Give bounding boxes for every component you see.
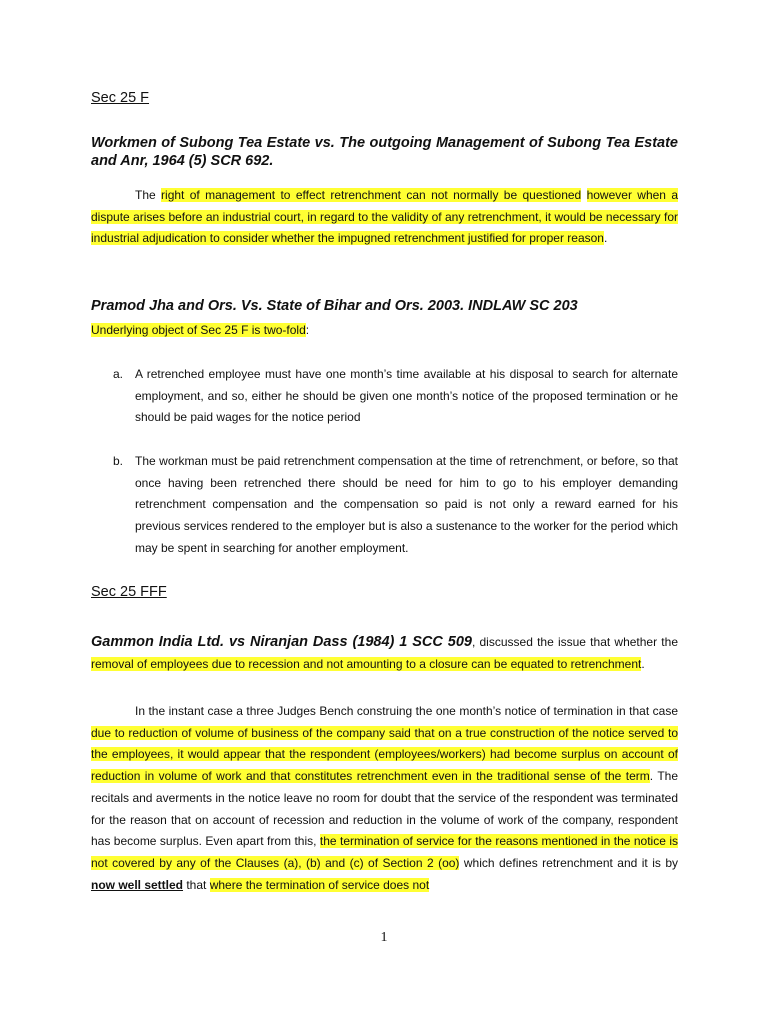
list-item-b bbox=[91, 451, 678, 560]
text-run: In the instant case a three Judges Bench construing the one month’s notice of termination in that case bbox=[135, 704, 678, 718]
bold-underlined-text: now well settled bbox=[91, 877, 184, 892]
list-item-a bbox=[91, 364, 678, 429]
text-run: , discussed the issue that whether the bbox=[471, 635, 678, 649]
highlighted-text: right of management to effect retrenchment can not normally be questioned bbox=[161, 188, 582, 202]
text-run: The bbox=[135, 188, 162, 202]
text-run bbox=[581, 188, 586, 202]
text-run: . bbox=[641, 656, 645, 671]
text-run: which defines retrenchment and it is by bbox=[459, 855, 679, 870]
list-item-text: A retrenched employee must have one month’s time available at his disposal to search for alternate employment, and so, either he should be given one month’s notice of the proposed termination or he should be paid wages for the notice period bbox=[135, 367, 678, 425]
case-title-gammon-india: Gammon India Ltd. vs Niranjan Dass (1984) 1 SCC 509 bbox=[91, 634, 472, 650]
highlighted-text: the termination of service for the reasons mentioned in the notice is not covered by any of the Clauses (a), (b) and (c) of Section 2 (oo) bbox=[91, 834, 679, 870]
text-run: . The recitals and averments in the notice leave no room for doubt that the service of the respondent was terminated for the reason that on account of recession and reduction in the volume of work of the company, respondent has become surplus. Even apart from this, bbox=[91, 769, 678, 849]
highlighted-text: due to reduction of volume of business of the company said that on a true construction of the notice served to the employees, it would appear that the respondent (employees/workers) had become surplus on account of reduction in volume of work and that constitutes retrenchment even in the traditional sense of the term bbox=[91, 725, 678, 784]
text-run: that bbox=[183, 877, 210, 892]
list-item-text: The workman must be paid retrenchment compensation at the time of retrenchment, or before, so that once having been retrenched there should be need for him to go to his employer demanding retrenchment compensation and the compensation so paid is not only a reward earned for his previous services rendered to the employer but is also a sustenance to the worker for the period which may be spent in searching for another employment. bbox=[135, 454, 678, 555]
paragraph-two-fold-object bbox=[91, 320, 678, 342]
text-run: . bbox=[603, 231, 608, 246]
highlighted-text: however when a dispute arises before an industrial court, in regard to the validity of any retrenchment, it would be necessary for industrial adjudication to consider whether the impugned retrenchment justified for proper reason bbox=[91, 188, 678, 246]
list-marker: b. bbox=[113, 454, 124, 468]
section-heading-sec-25-fff: Sec 25 FFF bbox=[91, 584, 167, 600]
list-marker: a. bbox=[113, 367, 124, 381]
text-run: : bbox=[305, 323, 310, 337]
paragraph-gammon-intro bbox=[91, 632, 678, 675]
paragraph-gammon-holding bbox=[91, 701, 678, 896]
section-heading-sec-25-f: Sec 25 F bbox=[91, 90, 150, 106]
case-title-subong-tea-estate: Workmen of Subong Tea Estate vs. The outgoing Management of Subong Tea Estate and Anr, 1964 (5) SCR 692. bbox=[91, 135, 678, 169]
highlighted-text: where the termination of service does not bbox=[209, 877, 430, 892]
highlighted-text: removal of employees due to recession and not amounting to a closure can be equated to retrenchment bbox=[91, 656, 642, 671]
paragraph-subong-holding bbox=[91, 185, 678, 250]
highlighted-text: Underlying object of Sec 25 F is two-fold bbox=[91, 323, 306, 337]
case-title-pramod-jha: Pramod Jha and Ors. Vs. State of Bihar and Ors. 2003. INDLAW SC 203 bbox=[91, 298, 578, 314]
page-number: 1 bbox=[380, 930, 388, 945]
